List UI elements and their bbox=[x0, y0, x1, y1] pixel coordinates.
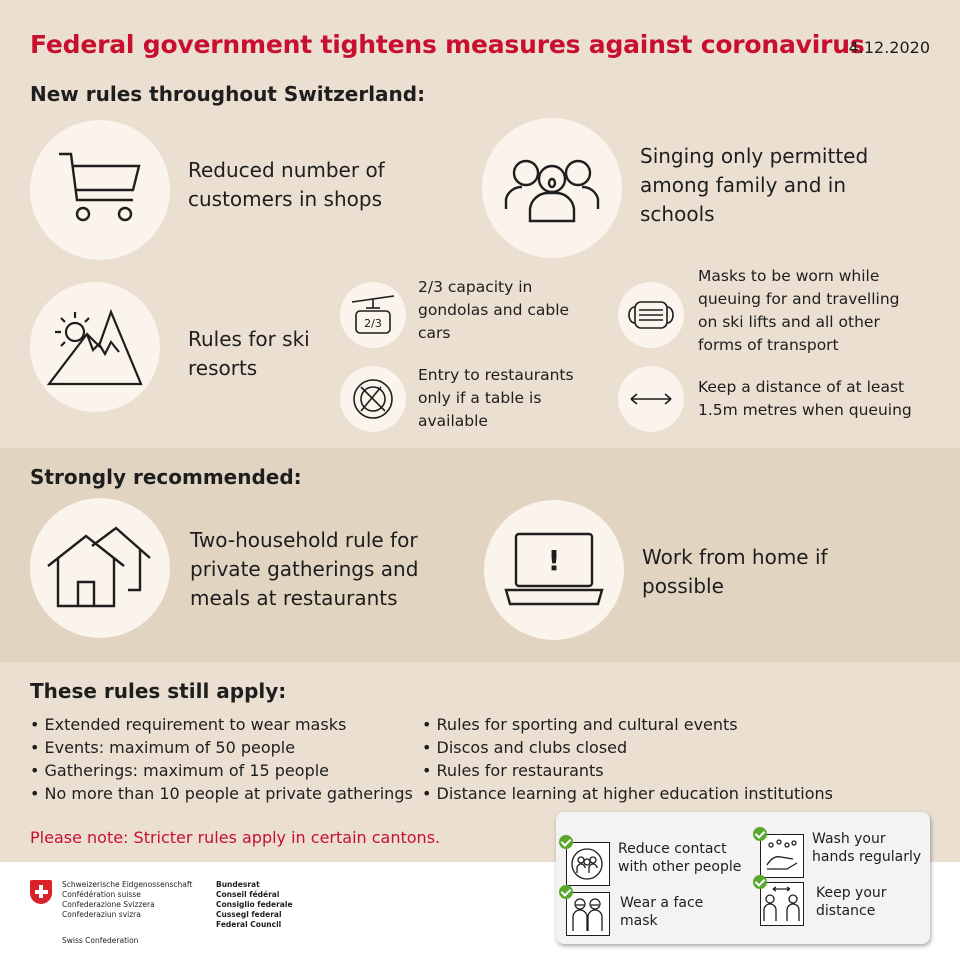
swiss-cross-logo bbox=[30, 880, 52, 904]
plate-cutlery-icon bbox=[340, 366, 406, 432]
shops-rule-text: Reduced number of customers in shops bbox=[188, 158, 385, 211]
face-mask-icon bbox=[618, 282, 684, 348]
card-item-text: Wear a face mask bbox=[620, 895, 704, 929]
list-item: • Rules for sporting and cultural events bbox=[422, 715, 738, 734]
masks-rule-text: Masks to be worn while queuing for and travelling on ski lifts and all other forms of transport bbox=[698, 267, 900, 354]
hand-wash-icon bbox=[760, 834, 804, 878]
publication-date: 4.12.2020 bbox=[848, 38, 930, 57]
federal-council-names: Bundesrat Conseil fédéral Consiglio federale Cussegl federal Federal Council bbox=[216, 880, 293, 929]
check-icon bbox=[559, 835, 573, 849]
card-item-text: Wash your hands regularly bbox=[812, 831, 922, 865]
shopping-cart-icon bbox=[30, 120, 170, 260]
recommended-heading: Strongly recommended: bbox=[30, 465, 302, 489]
gondola-icon bbox=[340, 282, 406, 348]
list-item: • Gatherings: maximum of 15 people bbox=[30, 761, 330, 780]
distance-people-icon bbox=[760, 882, 804, 926]
still-apply-heading: These rules still apply: bbox=[30, 679, 287, 703]
gondola-rule-text: 2/3 capacity in gondolas and cable cars bbox=[418, 278, 570, 342]
gondola-icon-label: 2/3 bbox=[364, 317, 382, 330]
confederation-names: Schweizerische Eidgenossenschaft Confédération suisse Confederazione Svizzera Confederaziun svizra bbox=[62, 880, 193, 919]
check-icon bbox=[753, 827, 767, 841]
check-icon bbox=[753, 875, 767, 889]
households-rule-text: Two-household rule for private gatherings and meals at restaurants bbox=[190, 528, 419, 610]
card-item-text: Reduce contact with other people bbox=[618, 841, 742, 875]
laptop-alert-label: ! bbox=[547, 544, 561, 577]
work-from-home-text: Work from home if possible bbox=[642, 545, 828, 598]
group-of-people-icon bbox=[482, 118, 622, 258]
page-title: Federal government tightens measures against coronavirus bbox=[30, 30, 865, 59]
still-apply-list-right bbox=[422, 713, 922, 805]
people-icon bbox=[566, 842, 610, 886]
list-item: • Events: maximum of 50 people bbox=[30, 738, 296, 757]
double-arrow-icon bbox=[618, 366, 684, 432]
ski-rule-text: Rules for ski resorts bbox=[188, 327, 310, 380]
list-item: • Discos and clubs closed bbox=[422, 738, 628, 757]
list-item: • Rules for restaurants bbox=[422, 761, 604, 780]
new-rules-heading: New rules throughout Switzerland: bbox=[30, 82, 426, 106]
swiss-confederation-label: Swiss Confederation bbox=[62, 936, 139, 945]
mountain-sun-icon bbox=[30, 282, 160, 412]
two-houses-icon bbox=[30, 498, 170, 638]
distance-rule-text: Keep a distance of at least 1.5m metres when queuing bbox=[698, 378, 912, 419]
list-item: • No more than 10 people at private gatherings bbox=[30, 784, 413, 803]
list-item: • Extended requirement to wear masks bbox=[30, 715, 347, 734]
card-item-text: Keep your distance bbox=[816, 885, 887, 919]
check-icon bbox=[559, 885, 573, 899]
hygiene-card bbox=[556, 812, 930, 944]
restaurants-rule-text: Entry to restaurants only if a table is available bbox=[418, 366, 574, 430]
still-apply-list-left bbox=[30, 713, 420, 805]
cantons-note: Please note: Stricter rules apply in certain cantons. bbox=[30, 828, 441, 847]
singing-rule-text: Singing only permitted among family and in schools bbox=[640, 144, 869, 226]
laptop-icon bbox=[484, 500, 624, 640]
masked-people-icon bbox=[566, 892, 610, 936]
list-item: • Distance learning at higher education institutions bbox=[422, 784, 833, 803]
